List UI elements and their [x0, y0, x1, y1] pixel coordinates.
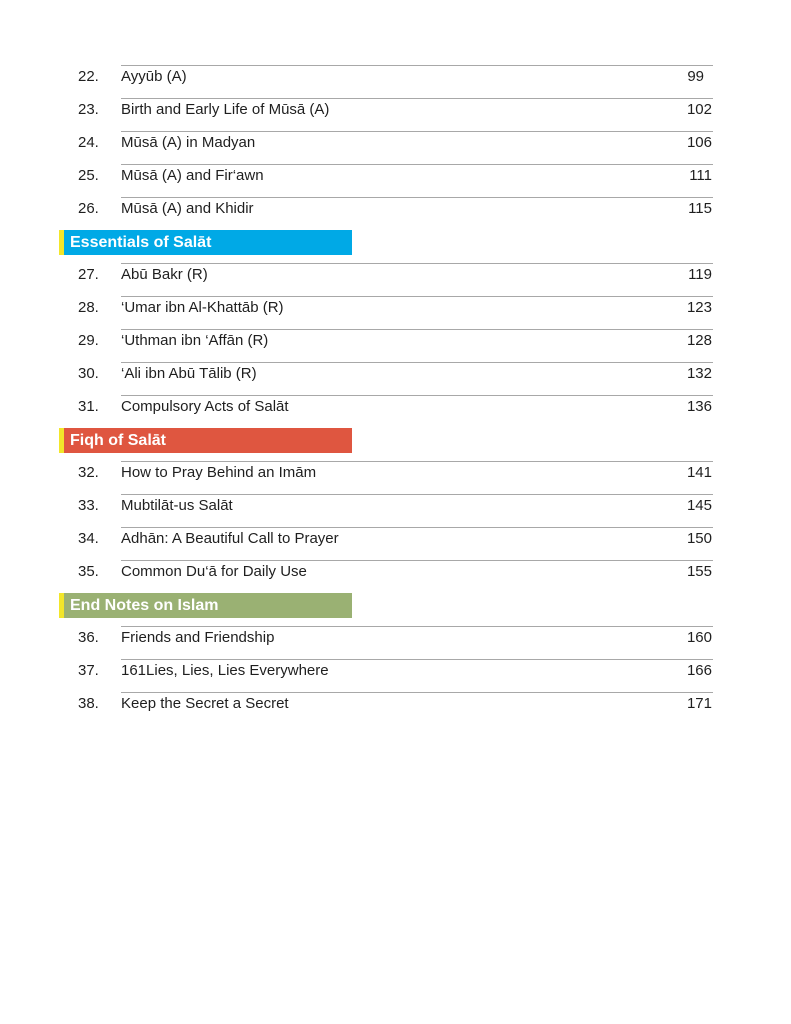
entry-page-number: 106 [686, 134, 712, 151]
entry-number: 34. [78, 530, 99, 547]
entry-page-number: 141 [686, 464, 712, 481]
divider [121, 65, 713, 66]
entry-page-number: 99 [687, 68, 704, 85]
toc-entry[interactable] [0, 654, 791, 687]
divider [121, 560, 713, 561]
entry-number: 27. [78, 266, 99, 283]
entry-number: 24. [78, 134, 99, 151]
entry-page-number: 166 [686, 662, 712, 679]
divider [121, 329, 713, 330]
section-band [59, 230, 352, 255]
entry-number: 33. [78, 497, 99, 514]
toc-entry[interactable] [0, 489, 791, 522]
entry-title: ‘Uthman ibn ‘Affān (R) [121, 332, 269, 349]
divider [121, 494, 713, 495]
divider [121, 461, 713, 462]
entry-title: Keep the Secret a Secret [121, 695, 289, 712]
entry-title: Abū Bakr (R) [121, 266, 208, 283]
toc-entry[interactable] [0, 258, 791, 291]
entry-title: Compulsory Acts of Salāt [121, 398, 289, 415]
entry-title: How to Pray Behind an Imām [121, 464, 317, 481]
entry-title: ‘Umar ibn Al-Khattāb (R) [121, 299, 284, 316]
toc-entry[interactable] [0, 324, 791, 357]
toc-entry[interactable] [0, 522, 791, 555]
toc-entry[interactable] [0, 192, 791, 225]
entry-number: 25. [78, 167, 99, 184]
entry-number: 38. [78, 695, 99, 712]
divider [121, 98, 713, 99]
section-header [0, 225, 791, 258]
entry-number: 35. [78, 563, 99, 580]
entry-number: 23. [78, 101, 99, 118]
entry-number: 37. [78, 662, 99, 679]
entry-title: Birth and Early Life of Mūsā (A) [121, 101, 330, 118]
entry-page-number: 115 [688, 200, 712, 217]
divider [121, 362, 713, 363]
toc-entry[interactable] [0, 390, 791, 423]
entry-number: 31. [78, 398, 99, 415]
entry-number: 22. [78, 68, 99, 85]
entry-page-number: 123 [686, 299, 712, 316]
entry-number: 30. [78, 365, 99, 382]
entry-page-number: 119 [688, 266, 712, 283]
entry-page-number: 155 [686, 563, 712, 580]
entry-page-number: 102 [686, 101, 712, 118]
toc-entry[interactable] [0, 687, 791, 720]
toc-entry[interactable] [0, 555, 791, 588]
entry-number: 28. [78, 299, 99, 316]
toc-entry[interactable] [0, 93, 791, 126]
toc-entry[interactable] [0, 357, 791, 390]
entry-number: 36. [78, 629, 99, 646]
entry-title: Adhān: A Beautiful Call to Prayer [121, 530, 339, 547]
toc-entry[interactable] [0, 159, 791, 192]
divider [121, 527, 713, 528]
entry-title: 161Lies, Lies, Lies Everywhere [121, 662, 329, 679]
entry-number: 29. [78, 332, 99, 349]
entry-page-number: 128 [686, 332, 712, 349]
entry-title: Mūsā (A) in Madyan [121, 134, 256, 151]
divider [121, 296, 713, 297]
entry-page-number: 132 [686, 365, 712, 382]
entry-page-number: 171 [686, 695, 712, 712]
entry-number: 26. [78, 200, 99, 217]
entry-title: ‘Ali ibn Abū Tālib (R) [121, 365, 257, 382]
toc-entry[interactable] [0, 126, 791, 159]
toc-entry[interactable] [0, 60, 791, 93]
section-band [59, 428, 352, 453]
entry-title: Mubtilāt-us Salāt [121, 497, 233, 514]
toc-entry[interactable] [0, 291, 791, 324]
divider [121, 197, 713, 198]
entry-title: Mūsā (A) and Khidir [121, 200, 254, 217]
entry-number: 32. [78, 464, 99, 481]
divider [121, 659, 713, 660]
table-of-contents [0, 60, 791, 720]
divider [121, 131, 713, 132]
divider [121, 626, 713, 627]
entry-title: Common Du‘ā for Daily Use [121, 563, 307, 580]
divider [121, 395, 713, 396]
divider [121, 164, 713, 165]
divider [121, 263, 713, 264]
divider [121, 692, 713, 693]
entry-page-number: 111 [689, 167, 712, 184]
section-title: Fiqh of Salāt [70, 432, 166, 449]
entry-page-number: 136 [686, 398, 712, 415]
entry-title: Friends and Friendship [121, 629, 275, 646]
toc-entry[interactable] [0, 621, 791, 654]
section-title: Essentials of Salāt [70, 234, 212, 251]
section-header [0, 423, 791, 456]
section-title: End Notes on Islam [70, 597, 219, 614]
entry-page-number: 150 [686, 530, 712, 547]
entry-page-number: 160 [686, 629, 712, 646]
entry-title: Mūsā (A) and Fir‘awn [121, 167, 264, 184]
entry-page-number: 145 [686, 497, 712, 514]
section-band [59, 593, 352, 618]
section-header [0, 588, 791, 621]
entry-title: Ayyūb (A) [121, 68, 187, 85]
toc-entry[interactable] [0, 456, 791, 489]
